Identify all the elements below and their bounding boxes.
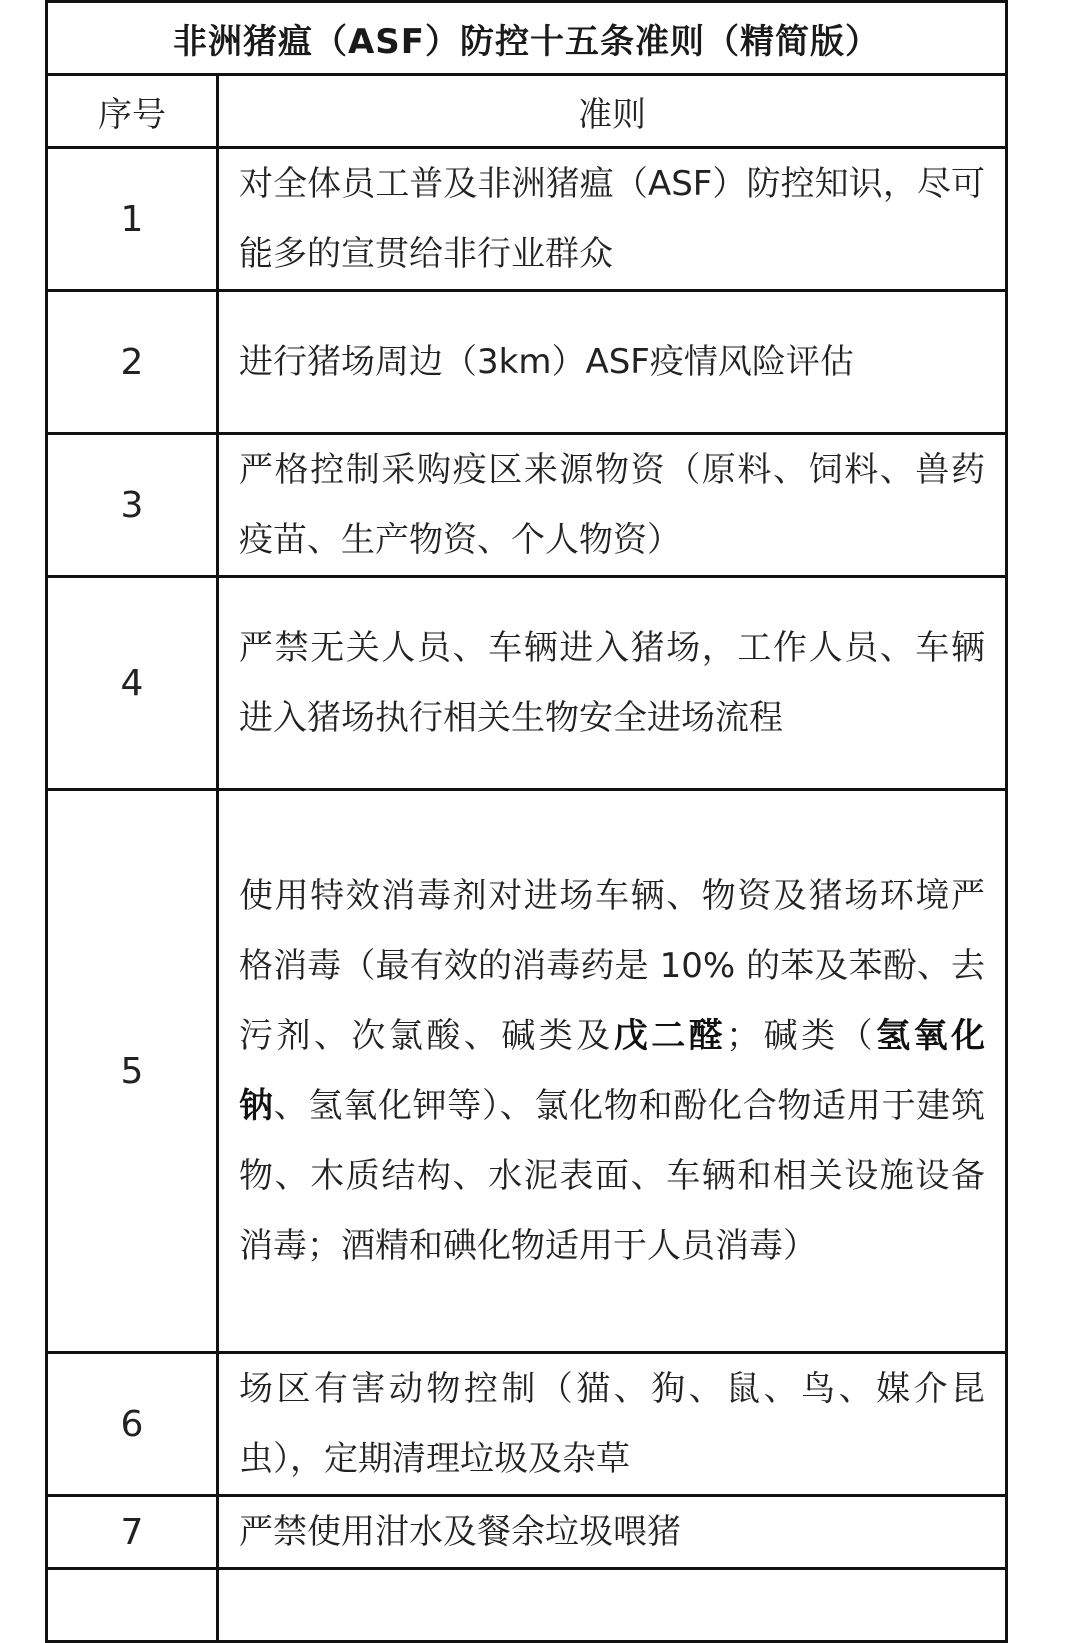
table-row [47,790,1007,1353]
row-rule-text: 场区有害动物控制（猫、狗、鼠、鸟、媒介昆虫），定期清理垃圾及杂草 [218,1353,1007,1496]
rule-text-bold: 氢氧化钠 [239,1016,986,1126]
rule-text-segment: 、氢氧化钾等）、氯化物和酚化合物适用于建筑物、木质结构、水泥表面、车辆和相关设施设备消毒；酒精和碘化物适用于人员消毒） [239,1086,986,1266]
row-rule-text: 对全体员工普及非洲猪瘟（ASF）防控知识，尽可能多的宣贯给非行业群众 [218,148,1007,291]
header-rule: 准则 [218,75,1007,148]
row-rule-text: 严格控制采购疫区来源物资（原料、饲料、兽药疫苗、生产物资、个人物资） [218,434,1007,577]
row-index: 7 [47,1496,218,1569]
table-row [47,1353,1007,1496]
rule-text-segment: 使用特效消毒剂对进场车辆、物资及猪场环境严格消毒（最有效的消毒药是 10% 的苯及苯酚、去污剂、次氯酸、碱类及 [239,876,985,1056]
table-title: 非洲猪瘟（ASF）防控十五条准则（精简版） [47,2,1007,75]
table-row [47,1496,1007,1569]
row-rule-empty [218,1569,1007,1642]
row-index: 1 [47,148,218,291]
table-row [47,291,1007,434]
rule-text-bold: 戊二醛 [613,1016,727,1056]
header-row [47,75,1007,148]
row-rule-text: 严禁无关人员、车辆进入猪场，工作人员、车辆进入猪场执行相关生物安全进场流程 [218,577,1007,790]
table-row [47,148,1007,291]
row-rule-text: 严禁使用泔水及餐余垃圾喂猪 [218,1496,1007,1569]
row-rule-text [218,790,1007,1353]
row-index: 5 [47,790,218,1353]
row-index: 6 [47,1353,218,1496]
header-index: 序号 [47,75,218,148]
title-row [47,2,1007,75]
table-row [47,577,1007,790]
row-index: 4 [47,577,218,790]
table-row-partial [47,1569,1007,1642]
row-rule-text: 进行猪场周边（3km）ASF疫情风险评估 [218,291,1007,434]
row-index-empty [47,1569,218,1642]
rule-text-segment: ；碱类（ [726,1016,877,1056]
table-row [47,434,1007,577]
row-index: 2 [47,291,218,434]
row-index: 3 [47,434,218,577]
rules-table [45,0,1008,1643]
